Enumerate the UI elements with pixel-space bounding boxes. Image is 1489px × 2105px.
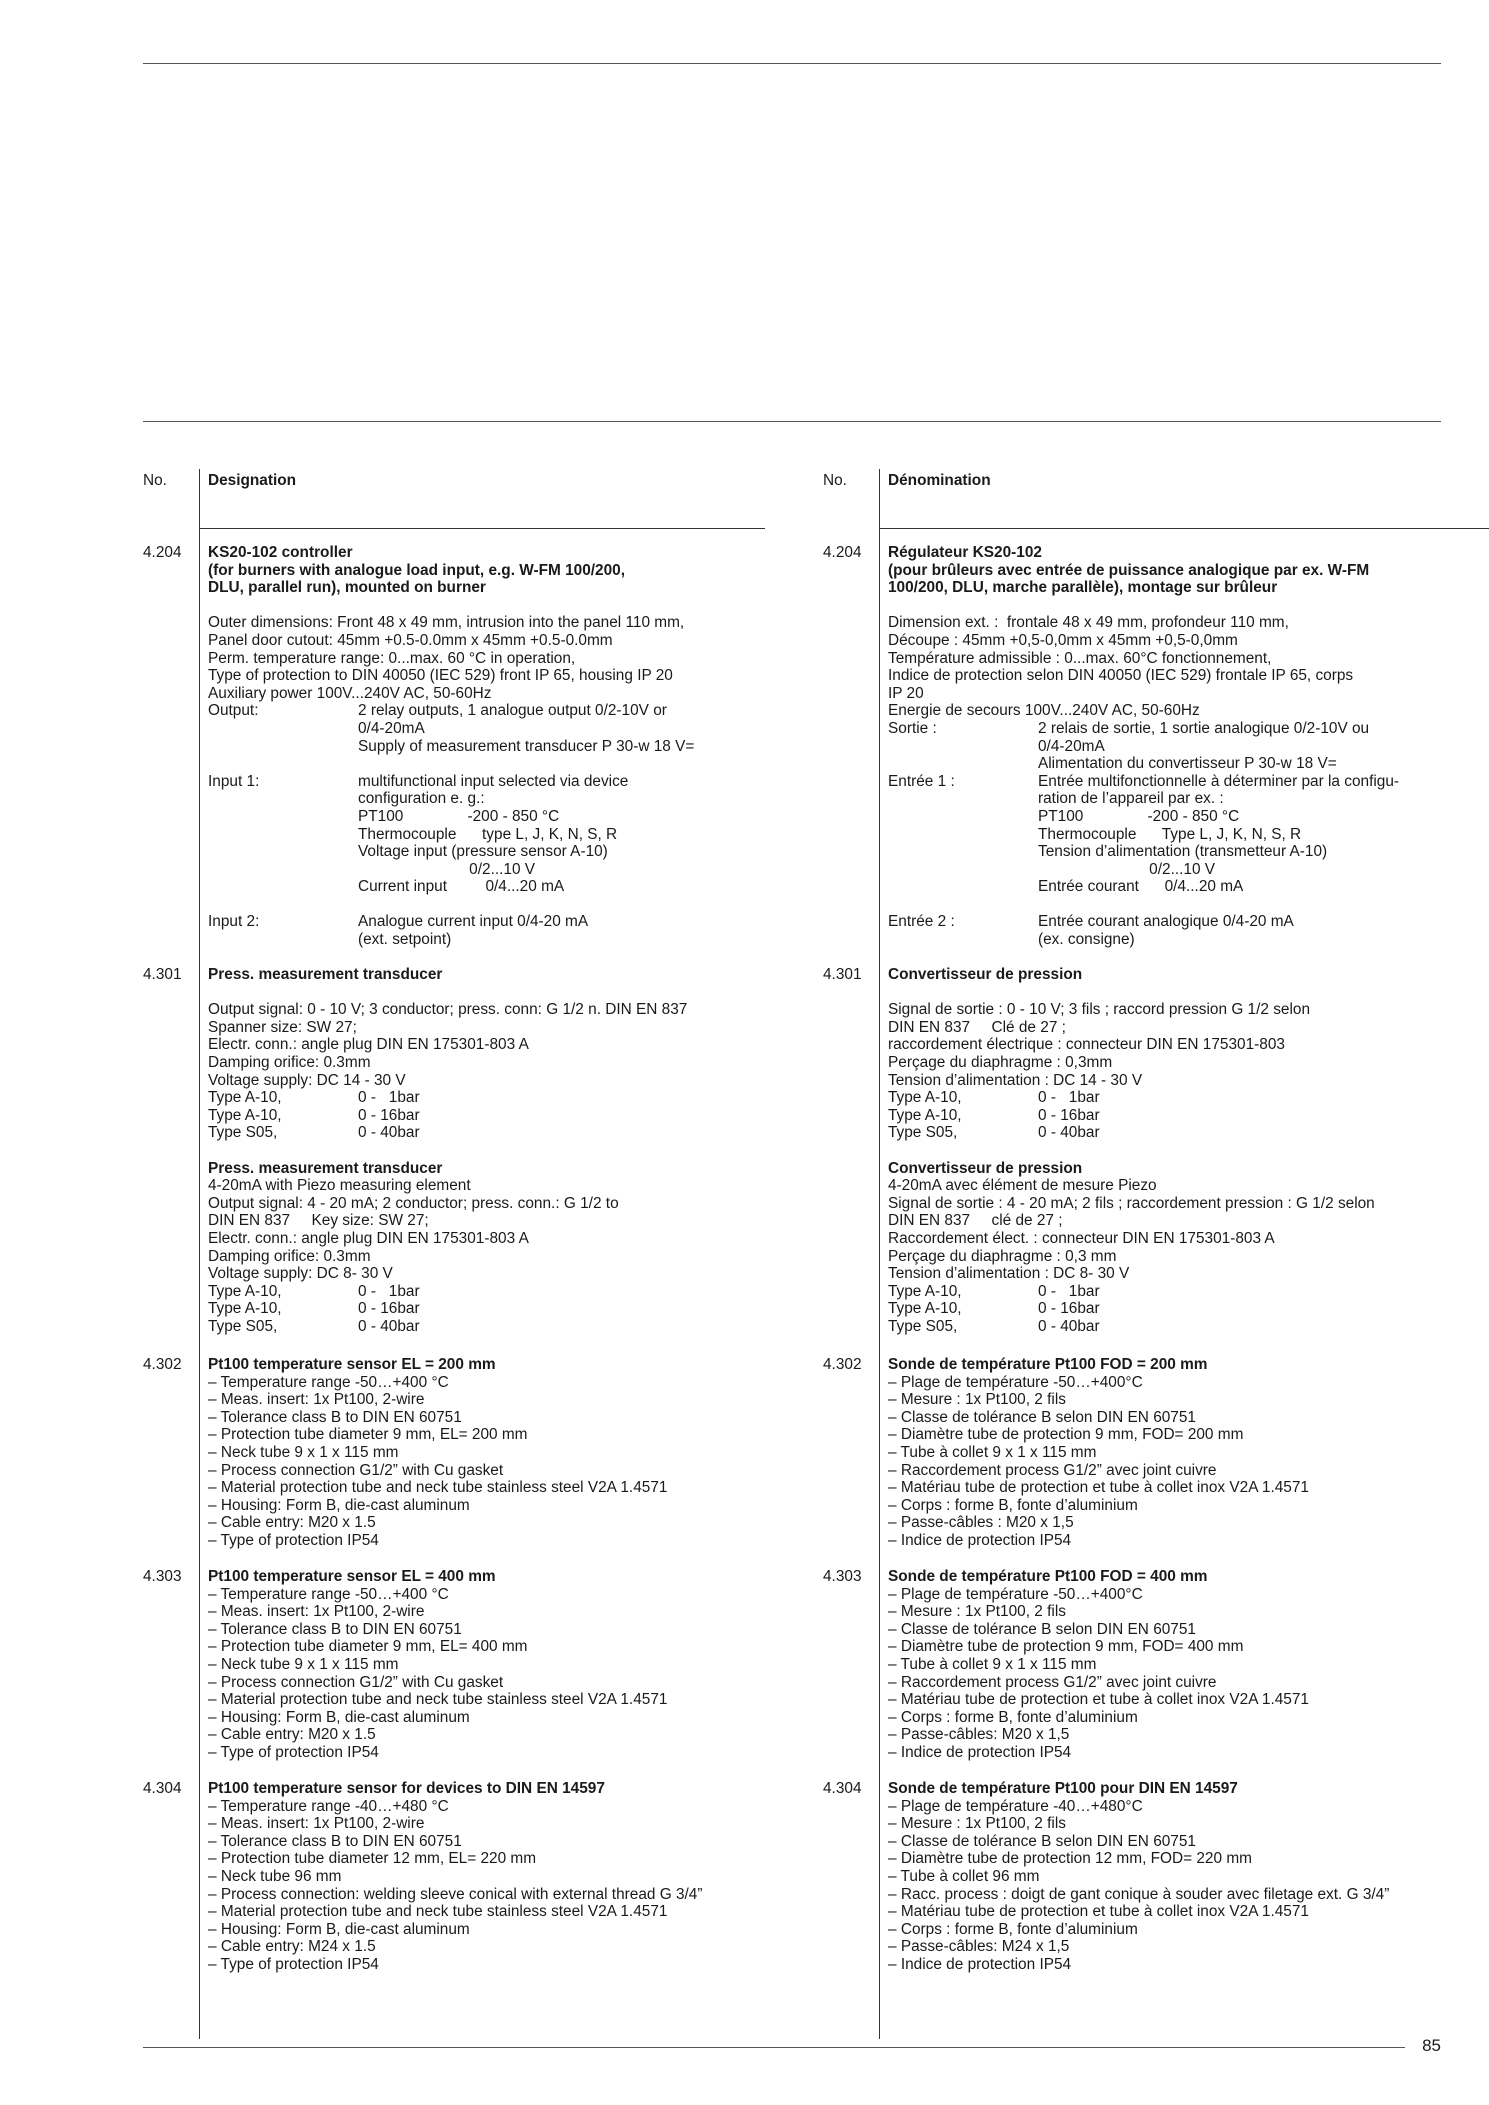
- spec-line: DIN EN 837 clé de 27 ;: [888, 1212, 1063, 1230]
- spec-value: Thermocouple type L, J, K, N, S, R: [358, 825, 618, 843]
- spec-line: DIN EN 837 Key size: SW 27;: [208, 1212, 429, 1230]
- spec-key: [208, 861, 358, 879]
- spec-line: Perçage du diaphragme : 0,3 mm: [888, 1247, 1117, 1265]
- spec-row: [888, 1318, 1448, 1336]
- spec-line: – Diamètre tube de protection 12 mm, FOD= 220 mm: [888, 1850, 1252, 1868]
- spec-value: multifunctional input selected via device: [358, 772, 629, 790]
- spec-value: 0 - 16bar: [358, 1300, 420, 1318]
- spec-row: [888, 861, 1448, 879]
- entry-description: [888, 966, 1448, 1335]
- spec-value: 0 - 16bar: [1038, 1106, 1100, 1124]
- spec-line: – Indice de protection IP54: [888, 1531, 1072, 1549]
- spec-row: [208, 1089, 768, 1107]
- spec-value: 0 - 1bar: [358, 1282, 420, 1300]
- column-header-no: No.: [143, 472, 167, 489]
- spec-value: 2 relais de sortie, 1 sortie analogique 0/2-10V ou: [1038, 719, 1370, 737]
- spec-line: Energie de secours 100V...240V AC, 50-60Hz: [888, 702, 1200, 720]
- entry-title-line: Sonde de température Pt100 FOD = 200 mm: [888, 1356, 1208, 1373]
- spec-value: 0/2...10 V: [1038, 860, 1216, 878]
- entry-description: [208, 1356, 768, 1550]
- entry-description: [888, 1356, 1448, 1550]
- entry-title-line: DLU, parallel run), mounted on burner: [208, 579, 486, 597]
- spec-row: [208, 1300, 768, 1318]
- spec-row: [208, 790, 768, 808]
- spec-key: [888, 755, 1038, 773]
- spec-line: Température admissible : 0...max. 60°C fonctionnement,: [888, 649, 1272, 667]
- spec-line: – Process connection G1/2” with Cu gasket: [208, 1461, 504, 1479]
- spec-key: Input 1:: [208, 772, 260, 790]
- spec-line: – Meas. insert: 1x Pt100, 2-wire: [208, 1603, 425, 1621]
- spec-line: – Tolerance class B to DIN EN 60751: [208, 1408, 462, 1426]
- spec-value: Entrée multifonctionnelle à déterminer par la configu-: [1038, 772, 1400, 790]
- spec-row: [208, 843, 768, 861]
- column-header-denomination: Dénomination: [888, 472, 991, 489]
- entry-title-line: Pt100 temperature sensor EL = 200 mm: [208, 1356, 496, 1373]
- spec-value: 0 - 40bar: [358, 1124, 420, 1142]
- spec-key: Type A-10,: [888, 1282, 962, 1300]
- spec-row: [208, 738, 768, 756]
- spec-row: [888, 755, 1448, 773]
- spec-line: – Process connection G1/2” with Cu gasket: [208, 1673, 504, 1691]
- spec-line: – Protection tube diameter 9 mm, EL= 400 mm: [208, 1638, 528, 1656]
- spec-line: Perm. temperature range: 0...max. 60 °C in operation,: [208, 649, 576, 667]
- entry-description: [888, 1780, 1448, 1974]
- spec-line: – Matériau tube de protection et tube à collet inox V2A 1.4571: [888, 1903, 1309, 1921]
- entry-title-line: Pt100 temperature sensor for devices to DIN EN 14597: [208, 1780, 605, 1797]
- blank-line: [208, 984, 768, 1002]
- entry-title-line: Sonde de température Pt100 pour DIN EN 14597: [888, 1780, 1238, 1797]
- spec-line: Auxiliary power 100V...240V AC, 50-60Hz: [208, 684, 492, 702]
- page-number: 85: [1422, 2036, 1441, 2055]
- spec-line: – Neck tube 9 x 1 x 115 mm: [208, 1443, 399, 1461]
- spec-row: [888, 1089, 1448, 1107]
- spec-line: – Plage de température -40…+480°C: [888, 1797, 1143, 1815]
- spec-value: Alimentation du convertisseur P 30-w 18 V=: [1038, 755, 1337, 773]
- spec-line: – Cable entry: M20 x 1.5: [208, 1514, 376, 1532]
- spec-line: – Passe-câbles: M20 x 1,5: [888, 1726, 1070, 1744]
- spec-line: Damping orifice: 0.3mm: [208, 1053, 371, 1071]
- spec-line: – Corps : forme B, fonte d’aluminium: [888, 1708, 1138, 1726]
- spec-line: Signal de sortie : 4 - 20 mA; 2 fils ; raccordement pression : G 1/2 selon: [888, 1194, 1375, 1212]
- spec-line: Tension d’alimentation : DC 14 - 30 V: [888, 1071, 1143, 1089]
- spec-line: Voltage supply: DC 8- 30 V: [208, 1265, 393, 1283]
- spec-row: [208, 1107, 768, 1125]
- column-header-designation: Designation: [208, 472, 297, 489]
- spec-row: [208, 1318, 768, 1336]
- spec-line: – Material protection tube and neck tube stainless steel V2A 1.4571: [208, 1903, 668, 1921]
- spec-line: – Plage de température -50…+400°C: [888, 1373, 1143, 1391]
- spec-line: – Matériau tube de protection et tube à collet inox V2A 1.4571: [888, 1479, 1309, 1497]
- spec-line: – Diamètre tube de protection 9 mm, FOD= 400 mm: [888, 1638, 1244, 1656]
- spec-value: 0 - 40bar: [358, 1317, 420, 1335]
- spec-line: Output signal: 4 - 20 mA; 2 conductor; press. conn.: G 1/2 to: [208, 1194, 619, 1212]
- entry-number: 4.302: [823, 1356, 862, 1373]
- entry-number: 4.304: [143, 1780, 182, 1797]
- spec-line: – Matériau tube de protection et tube à collet inox V2A 1.4571: [888, 1691, 1309, 1709]
- spec-line: – Neck tube 9 x 1 x 115 mm: [208, 1655, 399, 1673]
- spec-row: [888, 843, 1448, 861]
- spec-value: 0 - 16bar: [358, 1106, 420, 1124]
- spec-line: – Passe-câbles : M20 x 1,5: [888, 1514, 1074, 1532]
- spec-key: Entrée 1 :: [888, 772, 955, 790]
- spec-key: [888, 790, 1038, 808]
- spec-row: [888, 773, 1448, 791]
- entry-number: 4.301: [143, 966, 182, 983]
- spec-key: Input 2:: [208, 913, 260, 931]
- blank-line: [888, 896, 1448, 914]
- entry-number: 4.204: [823, 544, 862, 561]
- spec-line: – Classe de tolérance B selon DIN EN 60751: [888, 1832, 1196, 1850]
- spec-line: Type of protection to DIN 40050 (IEC 529) front IP 65, housing IP 20: [208, 667, 673, 685]
- spec-value: Supply of measurement transducer P 30-w 18 V=: [358, 737, 695, 755]
- spec-line: IP 20: [888, 684, 924, 702]
- spec-row: [208, 826, 768, 844]
- spec-line: 4-20mA avec élément de mesure Piezo: [888, 1177, 1157, 1195]
- spec-value: Tension d’alimentation (transmetteur A-10): [1038, 843, 1328, 861]
- spec-key: Type A-10,: [888, 1106, 962, 1124]
- header-underline: [879, 528, 1489, 529]
- spec-row: [888, 913, 1448, 931]
- spec-line: Tension d’alimentation : DC 8- 30 V: [888, 1265, 1130, 1283]
- spec-value: configuration e. g.:: [358, 790, 485, 808]
- spec-line: – Mesure : 1x Pt100, 2 fils: [888, 1815, 1066, 1833]
- spec-row: [888, 738, 1448, 756]
- column-header-no: No.: [823, 472, 847, 489]
- spec-value: 0 - 16bar: [1038, 1300, 1100, 1318]
- spec-row: [888, 1300, 1448, 1318]
- spec-key: [888, 843, 1038, 861]
- spec-key: [888, 931, 1038, 949]
- spec-line: Voltage supply: DC 14 - 30 V: [208, 1071, 406, 1089]
- entry-title-line: KS20-102 controller: [208, 544, 353, 561]
- spec-value: Current input 0/4...20 mA: [358, 878, 565, 896]
- spec-line: Damping orifice: 0.3mm: [208, 1247, 371, 1265]
- spec-value: Entrée courant 0/4...20 mA: [1038, 878, 1244, 896]
- spec-key: [888, 878, 1038, 896]
- entry-title-line: Régulateur KS20-102: [888, 544, 1042, 561]
- spec-key: Type A-10,: [888, 1300, 962, 1318]
- spec-line: Output signal: 0 - 10 V; 3 conductor; press. conn: G 1/2 n. DIN EN 837: [208, 1001, 688, 1019]
- spec-key: [888, 738, 1038, 756]
- spec-line: Découpe : 45mm +0,5-0,0mm x 45mm +0,5-0,0mm: [888, 631, 1238, 649]
- blank-line: [208, 896, 768, 914]
- spec-line: Spanner size: SW 27;: [208, 1018, 357, 1036]
- spec-line: – Temperature range -40…+480 °C: [208, 1797, 449, 1815]
- column-divider: [199, 469, 200, 2039]
- spec-line: – Material protection tube and neck tube stainless steel V2A 1.4571: [208, 1691, 668, 1709]
- spec-row: [208, 720, 768, 738]
- entry-description: [208, 966, 768, 1335]
- spec-key: Type A-10,: [208, 1300, 282, 1318]
- entry-description: [888, 1568, 1448, 1762]
- spec-row: [208, 773, 768, 791]
- spec-line: – Tolerance class B to DIN EN 60751: [208, 1620, 462, 1638]
- spec-key: [208, 720, 358, 738]
- entry-title-line: (pour brûleurs avec entrée de puissance analogique par ex. W-FM: [888, 561, 1370, 579]
- spec-line: – Type of protection IP54: [208, 1531, 379, 1549]
- spec-line: – Diamètre tube de protection 9 mm, FOD= 200 mm: [888, 1426, 1244, 1444]
- spec-value: (ext. setpoint): [358, 931, 452, 949]
- spec-value: PT100 -200 - 850 °C: [1038, 807, 1240, 825]
- entry-title-line: Convertisseur de pression: [888, 966, 1083, 983]
- entry-title-line: Pt100 temperature sensor EL = 400 mm: [208, 1568, 496, 1585]
- spec-key: Type S05,: [888, 1317, 958, 1335]
- spec-key: [208, 826, 358, 844]
- spec-row: [208, 861, 768, 879]
- spec-line: – Type of protection IP54: [208, 1743, 379, 1761]
- spec-key: Type S05,: [208, 1317, 278, 1335]
- header-underline: [199, 528, 765, 529]
- spec-line: Raccordement élect. : connecteur DIN EN 175301-803 A: [888, 1229, 1275, 1247]
- spec-key: Type S05,: [888, 1124, 958, 1142]
- spec-line: – Material protection tube and neck tube stainless steel V2A 1.4571: [208, 1479, 668, 1497]
- spec-value: 0/4-20mA: [1038, 737, 1105, 755]
- spec-row: [888, 826, 1448, 844]
- spec-key: [208, 790, 358, 808]
- spec-line: – Mesure : 1x Pt100, 2 fils: [888, 1603, 1066, 1621]
- spec-line: – Tube à collet 9 x 1 x 115 mm: [888, 1655, 1097, 1673]
- spec-row: [888, 878, 1448, 896]
- spec-line: – Protection tube diameter 9 mm, EL= 200 mm: [208, 1426, 528, 1444]
- spec-line: – Type of protection IP54: [208, 1955, 379, 1973]
- english-column: [143, 0, 765, 2105]
- spec-line: – Meas. insert: 1x Pt100, 2-wire: [208, 1815, 425, 1833]
- entry-number: 4.204: [143, 544, 182, 561]
- spec-value: 0 - 1bar: [1038, 1089, 1100, 1107]
- entry-title-line: Press. measurement transducer: [208, 966, 443, 983]
- spec-row: [888, 808, 1448, 826]
- spec-line: – Corps : forme B, fonte d’aluminium: [888, 1496, 1138, 1514]
- spec-key: [888, 826, 1038, 844]
- spec-line: Indice de protection selon DIN 40050 (IEC 529) frontale IP 65, corps: [888, 667, 1354, 685]
- spec-key: Type A-10,: [208, 1089, 282, 1107]
- spec-value: 0 - 40bar: [1038, 1124, 1100, 1142]
- spec-line: – Tolerance class B to DIN EN 60751: [208, 1832, 462, 1850]
- entry-number: 4.303: [143, 1568, 182, 1585]
- spec-value: ration de l’appareil par ex. :: [1038, 790, 1224, 808]
- blank-line: [888, 1142, 1448, 1160]
- spec-line: – Racc. process : doigt de gant conique à souder avec filetage ext. G 3/4”: [888, 1885, 1390, 1903]
- entry-number: 4.303: [823, 1568, 862, 1585]
- spec-row: [888, 1124, 1448, 1142]
- spec-value: 0/2...10 V: [358, 860, 536, 878]
- entry-number: 4.304: [823, 1780, 862, 1797]
- spec-line: – Raccordement process G1/2” avec joint cuivre: [888, 1673, 1217, 1691]
- entry-title-line: 100/200, DLU, marche parallèle), montage sur brûleur: [888, 579, 1278, 597]
- spec-row: [208, 878, 768, 896]
- spec-line: 4-20mA with Piezo measuring element: [208, 1177, 471, 1195]
- spec-key: Type S05,: [208, 1124, 278, 1142]
- spec-line: – Tube à collet 9 x 1 x 115 mm: [888, 1443, 1097, 1461]
- spec-row: [208, 931, 768, 949]
- spec-line: Electr. conn.: angle plug DIN EN 175301-803 A: [208, 1036, 529, 1054]
- french-column: [823, 0, 1445, 2105]
- entry-title-line: Sonde de température Pt100 FOD = 400 mm: [888, 1568, 1208, 1585]
- spec-line: – Classe de tolérance B selon DIN EN 60751: [888, 1408, 1196, 1426]
- spec-value: 0 - 40bar: [1038, 1317, 1100, 1335]
- spec-key: [888, 861, 1038, 879]
- spec-line: – Cable entry: M20 x 1.5: [208, 1726, 376, 1744]
- spec-value: (ex. consigne): [1038, 931, 1135, 949]
- spec-line: DIN EN 837 Clé de 27 ;: [888, 1018, 1066, 1036]
- spec-value: Voltage input (pressure sensor A-10): [358, 843, 608, 861]
- spec-line: – Raccordement process G1/2” avec joint cuivre: [888, 1461, 1217, 1479]
- spec-line: Panel door cutout: 45mm +0.5-0.0mm x 45mm +0.5-0.0mm: [208, 631, 613, 649]
- blank-line: [208, 755, 768, 773]
- spec-row: [888, 1283, 1448, 1301]
- spec-key: Entrée 2 :: [888, 913, 955, 931]
- spec-line: – Passe-câbles: M24 x 1,5: [888, 1938, 1070, 1956]
- spec-line: – Classe de tolérance B selon DIN EN 60751: [888, 1620, 1196, 1638]
- spec-line: – Neck tube 96 mm: [208, 1867, 342, 1885]
- spec-line: – Temperature range -50…+400 °C: [208, 1373, 449, 1391]
- spec-line: – Temperature range -50…+400 °C: [208, 1585, 449, 1603]
- spec-value: 0 - 1bar: [358, 1089, 420, 1107]
- blank-line: [888, 597, 1448, 615]
- spec-line: – Process connection: welding sleeve conical with external thread G 3/4”: [208, 1885, 703, 1903]
- entry-description: [208, 1780, 768, 1974]
- spec-key: Type A-10,: [208, 1106, 282, 1124]
- spec-key: Sortie :: [888, 719, 937, 737]
- spec-line: – Cable entry: M24 x 1.5: [208, 1938, 376, 1956]
- spec-line: Perçage du diaphragme : 0,3mm: [888, 1053, 1113, 1071]
- blank-line: [888, 984, 1448, 1002]
- spec-row: [208, 1124, 768, 1142]
- spec-line: – Housing: Form B, die-cast aluminum: [208, 1708, 470, 1726]
- entry-title-line: Convertisseur de pression: [888, 1159, 1083, 1177]
- spec-key: [208, 808, 358, 826]
- spec-key: [208, 738, 358, 756]
- spec-row: [888, 1107, 1448, 1125]
- column-divider: [879, 469, 880, 2039]
- entry-description: [208, 544, 768, 949]
- spec-value: Analogue current input 0/4-20 mA: [358, 913, 589, 931]
- spec-line: – Housing: Form B, die-cast aluminum: [208, 1920, 470, 1938]
- spec-line: – Plage de température -50…+400°C: [888, 1585, 1143, 1603]
- spec-key: [888, 808, 1038, 826]
- entry-number: 4.301: [823, 966, 862, 983]
- blank-line: [208, 597, 768, 615]
- spec-line: – Indice de protection IP54: [888, 1743, 1072, 1761]
- spec-line: Electr. conn.: angle plug DIN EN 175301-803 A: [208, 1229, 529, 1247]
- spec-value: PT100 -200 - 850 °C: [358, 807, 560, 825]
- entry-description: [888, 544, 1448, 949]
- spec-line: raccordement électrique : connecteur DIN EN 175301-803: [888, 1036, 1285, 1054]
- spec-key: [208, 878, 358, 896]
- spec-line: – Mesure : 1x Pt100, 2 fils: [888, 1391, 1066, 1409]
- spec-row: [888, 720, 1448, 738]
- spec-key: Type A-10,: [208, 1282, 282, 1300]
- entry-title-line: Press. measurement transducer: [208, 1159, 443, 1177]
- spec-key: [208, 931, 358, 949]
- spec-line: – Housing: Form B, die-cast aluminum: [208, 1496, 470, 1514]
- spec-row: [208, 702, 768, 720]
- spec-row: [208, 808, 768, 826]
- spec-row: [208, 1283, 768, 1301]
- spec-row: [888, 790, 1448, 808]
- spec-row: [888, 931, 1448, 949]
- spec-key: [208, 843, 358, 861]
- spec-line: – Tube à collet 96 mm: [888, 1867, 1040, 1885]
- spec-line: – Indice de protection IP54: [888, 1955, 1072, 1973]
- spec-line: – Protection tube diameter 12 mm, EL= 220 mm: [208, 1850, 537, 1868]
- spec-line: – Meas. insert: 1x Pt100, 2-wire: [208, 1391, 425, 1409]
- spec-value: 0 - 1bar: [1038, 1282, 1100, 1300]
- entry-title-line: (for burners with analogue load input, e.g. W-FM 100/200,: [208, 561, 625, 579]
- spec-line: Outer dimensions: Front 48 x 49 mm, intrusion into the panel 110 mm,: [208, 614, 685, 632]
- spec-key: Output:: [208, 702, 259, 720]
- spec-line: Dimension ext. : frontale 48 x 49 mm, profondeur 110 mm,: [888, 614, 1289, 632]
- spec-value: 2 relay outputs, 1 analogue output 0/2-10V or: [358, 702, 667, 720]
- spec-line: Signal de sortie : 0 - 10 V; 3 fils ; raccord pression G 1/2 selon: [888, 1001, 1311, 1019]
- spec-key: Type A-10,: [888, 1089, 962, 1107]
- spec-line: – Corps : forme B, fonte d’aluminium: [888, 1920, 1138, 1938]
- entry-number: 4.302: [143, 1356, 182, 1373]
- spec-value: 0/4-20mA: [358, 719, 425, 737]
- spec-value: Thermocouple Type L, J, K, N, S, R: [1038, 825, 1302, 843]
- blank-line: [208, 1142, 768, 1160]
- spec-value: Entrée courant analogique 0/4-20 mA: [1038, 913, 1294, 931]
- spec-row: [208, 913, 768, 931]
- entry-description: [208, 1568, 768, 1762]
